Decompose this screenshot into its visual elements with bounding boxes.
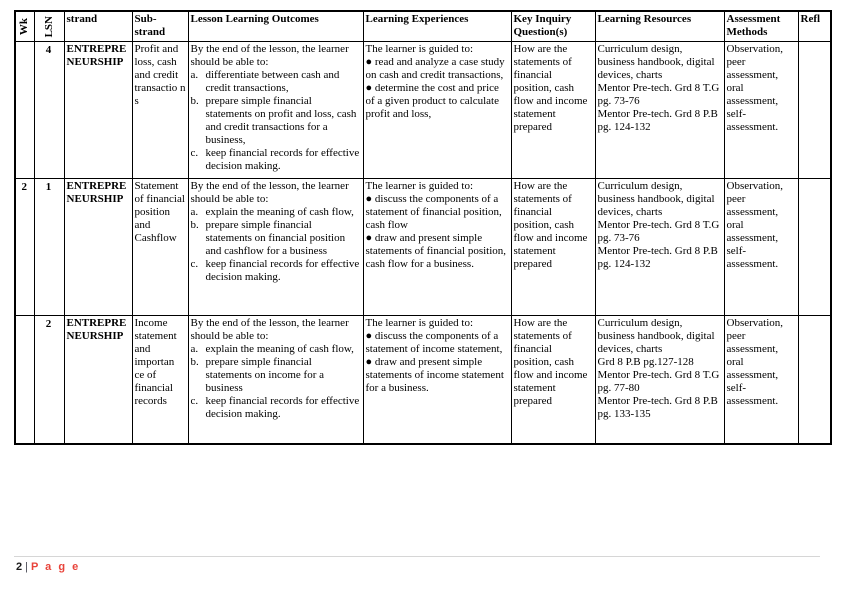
experiences-intro: The learner is guided to: xyxy=(365,42,474,55)
table-row xyxy=(15,41,831,178)
resource-entry: Curriculum design, business handbook, digital devices, charts xyxy=(597,42,715,81)
cell-substrand: Income statement and importan ce of financial records xyxy=(132,315,188,444)
col-header-assessment: Assessment Methods xyxy=(724,11,798,41)
experience-bullet: ● read and analyze a case study on cash and credit transactions, xyxy=(365,55,505,81)
cell-resources xyxy=(595,315,724,444)
experience-bullet: ● discuss the components of a statement of income statement, xyxy=(365,329,503,355)
table-row xyxy=(15,178,831,315)
cell-resources xyxy=(595,178,724,315)
cell-experiences xyxy=(363,315,511,444)
cell-strand: ENTREPRENEURSHIP xyxy=(64,315,132,444)
resource-entry: Mentor Pre-tech. Grd 8 T.G pg. 77-80 xyxy=(597,368,720,394)
cell-outcomes xyxy=(188,315,363,444)
resource-entry: Mentor Pre-tech. Grd 8 T.G pg. 73-76 xyxy=(597,218,720,244)
outcome-item: a. differentiate between cash and credit transactions, xyxy=(190,68,340,94)
cell-resources xyxy=(595,41,724,178)
table-row xyxy=(15,315,831,444)
cell-wk: 2 xyxy=(15,178,34,315)
cell-assessment: Observation, peer assessment, oral assessment, self-assessment. xyxy=(724,41,798,178)
col-header-resources: Learning Resources xyxy=(595,11,724,41)
outcomes-intro: By the end of the lesson, the learner should be able to: xyxy=(190,42,349,68)
cell-assessment: Observation, peer assessment, oral assessment, self-assessment. xyxy=(724,178,798,315)
outcome-item: c. keep financial records for effective decision making. xyxy=(190,257,360,283)
cell-refl xyxy=(798,178,831,315)
col-header-inquiry: Key Inquiry Question(s) xyxy=(511,11,595,41)
cell-wk xyxy=(15,315,34,444)
col-header-experiences: Learning Experiences xyxy=(363,11,511,41)
resource-entry: Mentor Pre-tech. Grd 8 P.B pg. 133-135 xyxy=(597,394,718,420)
footer-separator: | xyxy=(25,561,28,573)
outcomes-intro: By the end of the lesson, the learner should be able to: xyxy=(190,179,349,205)
page-footer xyxy=(16,561,80,574)
experiences-intro: The learner is guided to: xyxy=(365,179,474,192)
cell-experiences xyxy=(363,41,511,178)
cell-substrand: Profit and loss, cash and credit transactio n s xyxy=(132,41,188,178)
experience-bullet: ● discuss the components of a statement of financial position, cash flow xyxy=(365,192,502,231)
experience-bullet: ● draw and present simple statements of financial position, cash flow for a business. xyxy=(365,231,507,270)
resource-entry: Grd 8 P.B pg.127-128 xyxy=(597,355,694,368)
resource-entry: Curriculum design, business handbook, digital devices, charts xyxy=(597,316,715,355)
outcome-item: b. prepare simple financial statements on financial position and cashflow for a business xyxy=(190,218,346,257)
cell-wk xyxy=(15,41,34,178)
outcome-item: b. prepare simple financial statements on profit and loss, cash and credit transactions for a business, xyxy=(190,94,357,146)
resource-entry: Mentor Pre-tech. Grd 8 P.B pg. 124-132 xyxy=(597,107,718,133)
page-number: 2 xyxy=(16,561,23,573)
cell-strand: ENTREPRENEURSHIP xyxy=(64,41,132,178)
footer-divider xyxy=(14,556,820,557)
cell-outcomes xyxy=(188,41,363,178)
experience-bullet: ● determine the cost and price of a given product to calculate profit and loss, xyxy=(365,81,499,120)
cell-lsn: 1 xyxy=(34,178,64,315)
col-header-strand: strand xyxy=(64,11,132,41)
cell-assessment: Observation, peer assessment, oral assessment, self-assessment. xyxy=(724,315,798,444)
outcome-item: a. explain the meaning of cash flow, xyxy=(190,342,354,355)
cell-outcomes xyxy=(188,178,363,315)
col-header-wk: Wk xyxy=(15,11,34,41)
resource-entry: Curriculum design, business handbook, digital devices, charts xyxy=(597,179,715,218)
outcome-item: c. keep financial records for effective decision making. xyxy=(190,394,360,420)
cell-inquiry: How are the statements of financial position, cash flow and income statement prepared xyxy=(511,315,595,444)
cell-refl xyxy=(798,41,831,178)
cell-lsn: 4 xyxy=(34,41,64,178)
outcome-item: a. explain the meaning of cash flow, xyxy=(190,205,354,218)
cell-refl xyxy=(798,315,831,444)
experience-bullet: ● draw and present simple statements of income statement for a business. xyxy=(365,355,504,394)
outcome-item: c. keep financial records for effective decision making. xyxy=(190,146,360,172)
page-word: P a g e xyxy=(30,561,81,573)
scheme-of-work-table xyxy=(14,10,832,445)
experiences-intro: The learner is guided to: xyxy=(365,316,474,329)
col-header-lsn: LSN xyxy=(34,11,64,41)
cell-lsn: 2 xyxy=(34,315,64,444)
resource-entry: Mentor Pre-tech. Grd 8 P.B pg. 124-132 xyxy=(597,244,718,270)
cell-strand: ENTREPRENEURSHIP xyxy=(64,178,132,315)
cell-experiences xyxy=(363,178,511,315)
cell-substrand: Statement of financial position and Cashflow xyxy=(132,178,188,315)
col-header-substrand: Sub-strand xyxy=(132,11,188,41)
outcome-item: b. prepare simple financial statements on income for a business xyxy=(190,355,325,394)
col-header-refl: Refl xyxy=(798,11,831,41)
cell-inquiry: How are the statements of financial position, cash flow and income statement prepared xyxy=(511,178,595,315)
outcomes-intro: By the end of the lesson, the learner should be able to: xyxy=(190,316,349,342)
resource-entry: Mentor Pre-tech. Grd 8 T.G pg. 73-76 xyxy=(597,81,720,107)
col-header-outcomes: Lesson Learning Outcomes xyxy=(188,11,363,41)
cell-inquiry: How are the statements of financial position, cash flow and income statement prepared xyxy=(511,41,595,178)
table-header-row xyxy=(15,11,831,41)
